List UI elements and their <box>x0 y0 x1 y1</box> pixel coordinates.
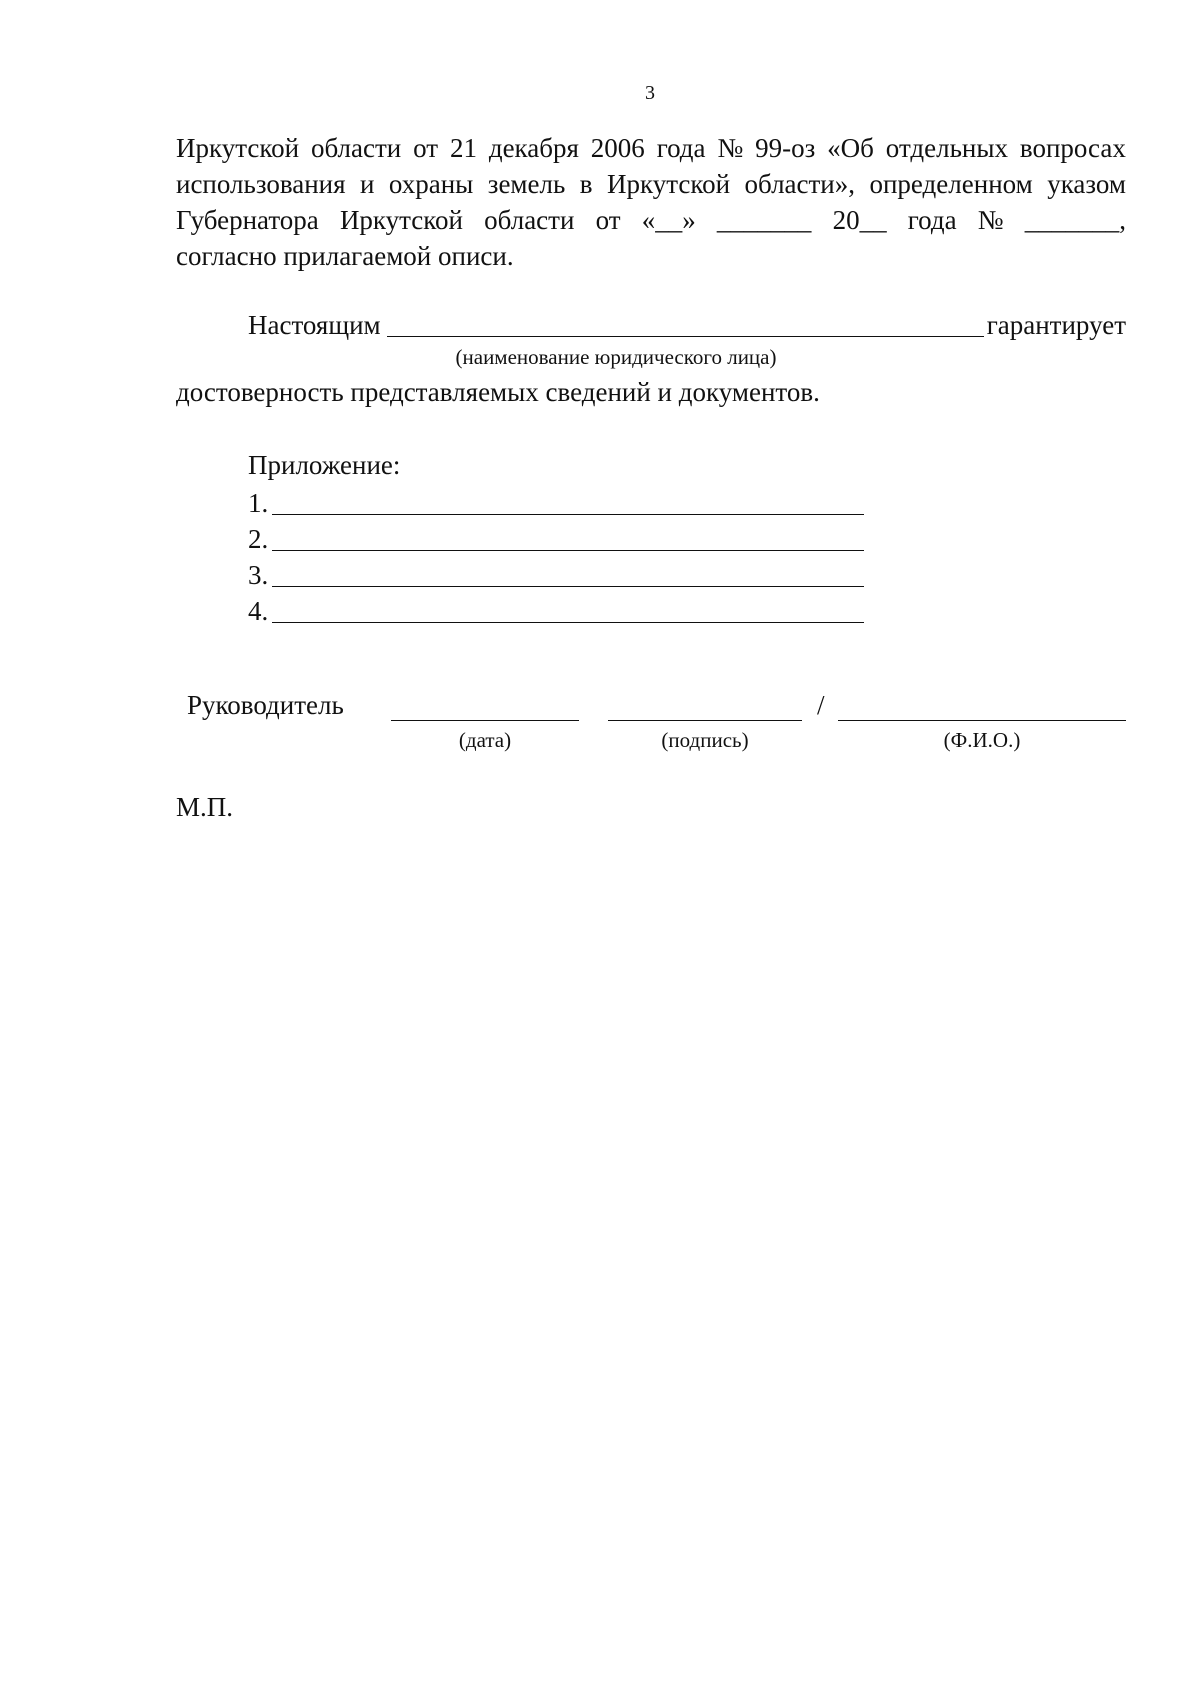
intro-line-1 <box>176 130 1126 166</box>
legal-entity-blank <box>387 335 984 337</box>
signature-blank <box>608 719 802 721</box>
intro-word: от <box>595 205 621 235</box>
intro-word: Иркутской <box>176 133 300 163</box>
attachment-item <box>248 483 864 519</box>
intro-word: охраны <box>388 169 474 199</box>
attachment-number: 1. <box>248 488 269 518</box>
intro-word: области <box>484 205 575 235</box>
attachment-item <box>248 591 864 627</box>
intro-word: указом <box>1047 169 1126 199</box>
attachment-blank <box>272 585 864 587</box>
intro-word: вопросах <box>1019 133 1126 163</box>
attachments-title: Приложение: <box>248 450 401 480</box>
intro-line-2 <box>176 166 1126 202</box>
intro-word: 2006 <box>590 133 645 163</box>
intro-word: согласно прилагаемой описи. <box>176 241 514 271</box>
guarantee-prefix: Настоящим <box>248 310 381 340</box>
page-number: 3 <box>645 82 655 104</box>
date-caption: (дата) <box>458 728 512 752</box>
signature-slash: / <box>817 690 825 720</box>
guarantee-line-2: достоверность представляемых сведений и документов. <box>176 377 820 407</box>
signature-label: Руководитель <box>187 690 344 720</box>
attachment-item <box>248 555 864 591</box>
attachment-number: 2. <box>248 524 269 554</box>
intro-word: Губернатора <box>176 205 319 235</box>
intro-word: и <box>359 169 375 199</box>
guarantee-suffix: гарантирует <box>986 310 1126 340</box>
intro-word: Иркутской <box>606 169 731 199</box>
intro-paragraph <box>176 130 1126 274</box>
intro-line-4 <box>176 238 1126 274</box>
signature-caption: (подпись) <box>661 728 749 752</box>
guarantee-paragraph <box>176 305 1126 410</box>
intro-word: 21 <box>449 133 477 163</box>
intro-word: области <box>310 133 402 163</box>
intro-word: 99-оз <box>755 133 816 163</box>
legal-entity-caption: (наименование юридического лица) <box>455 345 777 369</box>
intro-word: земель <box>487 169 566 199</box>
intro-word: года <box>656 133 706 163</box>
intro-word: года <box>907 205 957 235</box>
intro-word: использования <box>176 169 346 199</box>
date-blank <box>391 719 579 721</box>
full-name-blank <box>838 719 1126 721</box>
intro-word: _______ <box>716 205 812 235</box>
intro-word: определенном <box>869 169 1033 199</box>
intro-word: в <box>579 169 593 199</box>
intro-word: Иркутской <box>339 205 463 235</box>
intro-word: 20__ <box>832 205 887 235</box>
attachment-blank <box>272 513 864 515</box>
intro-word: области», <box>744 169 856 199</box>
intro-word: № <box>977 205 1004 235</box>
intro-word: № <box>717 133 744 163</box>
intro-word: _______, <box>1024 205 1126 235</box>
attachment-number: 3. <box>248 560 269 590</box>
intro-word: декабря <box>488 133 579 163</box>
attachment-item <box>248 519 864 555</box>
attachment-blank <box>272 549 864 551</box>
attachment-number: 4. <box>248 596 269 626</box>
intro-word: «__» <box>641 205 696 235</box>
intro-word: отдельных <box>885 133 1008 163</box>
guarantee-row <box>176 305 1126 341</box>
stamp-place: М.П. <box>176 792 234 822</box>
intro-word: от <box>413 133 439 163</box>
intro-word: «Об <box>827 133 874 163</box>
attachments-block <box>248 447 864 627</box>
intro-line-3 <box>176 202 1126 238</box>
full-name-caption: (Ф.И.О.) <box>943 728 1021 752</box>
attachment-blank <box>272 621 864 623</box>
